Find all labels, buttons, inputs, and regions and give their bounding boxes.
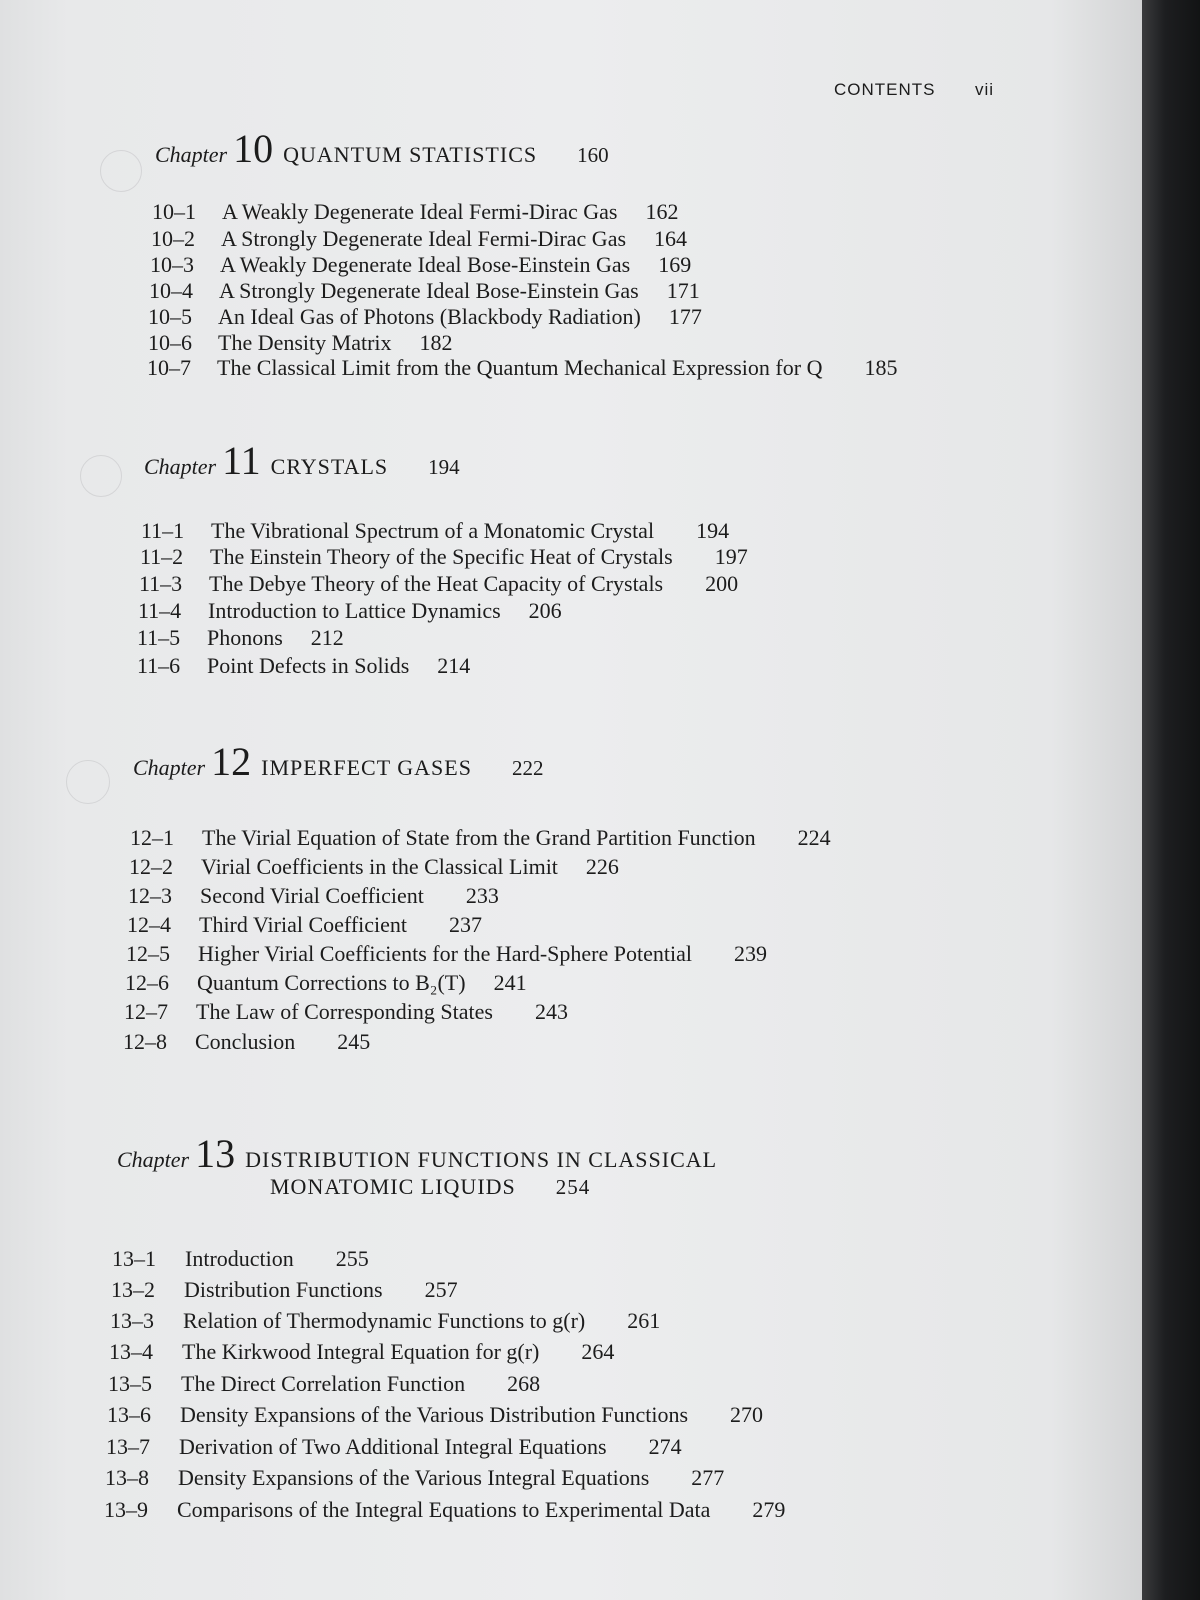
section-number: 10–4 [149, 278, 193, 303]
chapter-number: 13 [195, 1131, 236, 1176]
section-number: 11–4 [138, 598, 182, 623]
section-page: 257 [424, 1277, 458, 1302]
toc-entry [130, 826, 831, 850]
section-number: 12–8 [123, 1029, 167, 1054]
toc-entry [128, 884, 499, 908]
toc-entry [110, 1309, 660, 1333]
section-title: Introduction [185, 1246, 294, 1271]
section-page: 212 [310, 625, 344, 650]
section-page: 182 [419, 330, 453, 355]
section-number: 11–1 [141, 518, 185, 543]
page-edge-shadow [1142, 0, 1200, 1600]
section-page: 270 [730, 1402, 764, 1427]
section-page: 239 [733, 941, 767, 966]
section-page: 224 [797, 825, 831, 850]
pencil-circle-mark [100, 150, 142, 192]
chapter-heading [155, 125, 609, 172]
section-title: Conclusion [195, 1029, 296, 1054]
section-page: 194 [696, 518, 730, 543]
toc-entry [139, 572, 738, 596]
section-page: 264 [581, 1339, 615, 1364]
section-number: 12–5 [126, 941, 170, 966]
chapter-word: Chapter [155, 142, 228, 167]
section-number: 10–6 [148, 330, 192, 355]
section-title: The Law of Corresponding States [196, 999, 493, 1024]
section-page: 268 [507, 1371, 541, 1396]
section-title: Density Expansions of the Various Integral Equations [178, 1465, 650, 1490]
running-head-label: CONTENTS [834, 80, 936, 99]
section-number: 12–2 [129, 854, 173, 879]
chapter-title-line2: MONATOMIC LIQUIDS [270, 1174, 516, 1199]
toc-entry [148, 305, 702, 329]
section-number: 13–7 [106, 1434, 150, 1459]
section-number: 11–5 [137, 625, 181, 650]
section-title: Third Virial Coefficient [199, 912, 408, 937]
section-page: 162 [645, 199, 679, 224]
section-title: An Ideal Gas of Photons (Blackbody Radiation) [218, 304, 641, 329]
section-number: 12–7 [124, 999, 168, 1024]
section-page: 237 [449, 912, 483, 937]
section-number: 13–6 [107, 1402, 151, 1427]
section-title: The Debye Theory of the Heat Capacity of Crystals [209, 571, 664, 596]
pencil-circle-mark [80, 455, 122, 497]
toc-entry [125, 971, 527, 995]
chapter-number: 10 [233, 126, 274, 171]
running-head-page: vii [974, 80, 994, 99]
section-number: 11–2 [140, 544, 184, 569]
chapter-page: 222 [511, 756, 544, 780]
chapter-word: Chapter [144, 454, 217, 479]
toc-entry [151, 227, 687, 251]
section-number: 13–2 [111, 1277, 155, 1302]
section-title: The Virial Equation of State from the Grand Partition Function [202, 825, 756, 850]
section-number: 13–3 [110, 1308, 154, 1333]
chapter-number: 11 [222, 438, 261, 483]
section-title: The Einstein Theory of the Specific Heat of Crystals [210, 544, 673, 569]
section-number: 10–5 [148, 304, 192, 329]
section-page: 245 [337, 1029, 371, 1054]
pencil-circle-mark [66, 760, 110, 804]
section-number: 11–3 [139, 571, 183, 596]
toc-entry [105, 1466, 724, 1490]
chapter-heading [144, 437, 460, 484]
chapter-page: 254 [555, 1175, 591, 1199]
toc-entry [106, 1435, 682, 1459]
section-title: Relation of Thermodynamic Functions to g(r) [183, 1308, 586, 1333]
chapter-heading [133, 738, 543, 785]
toc-entry [149, 279, 700, 303]
section-number: 12–1 [130, 825, 174, 850]
section-title: Second Virial Coefficient [200, 883, 424, 908]
section-number: 11–6 [137, 653, 181, 678]
section-page: 261 [627, 1308, 661, 1333]
chapter-heading [117, 1130, 717, 1177]
section-number: 13–8 [105, 1465, 149, 1490]
section-title: A Strongly Degenerate Ideal Fermi-Dirac Gas [221, 226, 627, 251]
section-page: 200 [705, 571, 739, 596]
section-page: 233 [465, 883, 499, 908]
section-page: 243 [534, 999, 568, 1024]
chapter-title: CRYSTALS [270, 454, 389, 479]
toc-entry [109, 1340, 614, 1364]
toc-entry [147, 356, 897, 380]
toc-entry [140, 545, 748, 569]
section-title: Point Defects in Solids [207, 653, 410, 678]
section-title: Virial Coefficients in the Classical Limit [201, 854, 558, 879]
section-number: 10–1 [152, 199, 196, 224]
toc-entry [107, 1403, 763, 1427]
chapter-title: QUANTUM STATISTICS [283, 142, 538, 167]
chapter-title-continued [270, 1174, 590, 1200]
toc-entry [108, 1372, 540, 1396]
section-title: The Density Matrix [218, 330, 392, 355]
section-page: 206 [528, 598, 562, 623]
section-page: 274 [648, 1434, 682, 1459]
toc-entry [137, 654, 470, 678]
toc-entry [126, 942, 767, 966]
chapter-title: DISTRIBUTION FUNCTIONS IN CLASSICAL [245, 1147, 718, 1172]
section-number: 12–3 [128, 883, 172, 908]
toc-entry [150, 253, 691, 277]
section-title: The Classical Limit from the Quantum Mechanical Expression for Q [217, 355, 823, 380]
section-title: Comparisons of the Integral Equations to Experimental Data [177, 1497, 711, 1522]
section-page: 164 [654, 226, 688, 251]
section-page: 214 [437, 653, 471, 678]
section-page: 277 [691, 1465, 725, 1490]
section-page: 226 [585, 854, 619, 879]
toc-entry [137, 626, 344, 650]
section-number: 13–4 [109, 1339, 153, 1364]
toc-entry [129, 855, 619, 879]
chapter-number: 12 [211, 739, 252, 784]
toc-entry [138, 599, 562, 623]
section-page: 279 [752, 1497, 786, 1522]
section-title: Derivation of Two Additional Integral Equations [179, 1434, 607, 1459]
toc-entry [111, 1278, 458, 1302]
section-page: 177 [668, 304, 702, 329]
chapter-page: 160 [577, 143, 609, 167]
section-title: The Vibrational Spectrum of a Monatomic Crystal [211, 518, 655, 543]
section-number: 10–2 [151, 226, 195, 251]
section-page: 185 [864, 355, 898, 380]
chapter-word: Chapter [117, 1147, 190, 1172]
toc-entry [127, 913, 482, 937]
toc-entry [112, 1247, 369, 1271]
section-title: Distribution Functions [184, 1277, 383, 1302]
section-page: 255 [335, 1246, 369, 1271]
section-title: Density Expansions of the Various Distribution Functions [180, 1402, 689, 1427]
section-title: A Strongly Degenerate Ideal Bose-Einstein Gas [219, 278, 639, 303]
toc-entry [123, 1030, 370, 1054]
running-head [834, 80, 994, 100]
section-title: A Weakly Degenerate Ideal Fermi-Dirac Gas [222, 199, 618, 224]
toc-entry [104, 1498, 785, 1522]
section-title: Phonons [207, 625, 283, 650]
section-title: The Direct Correlation Function [181, 1371, 466, 1396]
section-number: 12–6 [125, 970, 169, 995]
section-number: 13–9 [104, 1497, 148, 1522]
section-number: 10–7 [147, 355, 191, 380]
section-number: 13–1 [112, 1246, 156, 1271]
section-number: 13–5 [108, 1371, 152, 1396]
section-page: 241 [493, 970, 527, 995]
chapter-page: 194 [428, 455, 460, 479]
section-page: 169 [658, 252, 692, 277]
section-title: Introduction to Lattice Dynamics [208, 598, 501, 623]
section-title: Higher Virial Coefficients for the Hard-Sphere Potential [198, 941, 692, 966]
section-number: 12–4 [127, 912, 171, 937]
section-title: A Weakly Degenerate Ideal Bose-Einstein Gas [220, 252, 631, 277]
section-page: 171 [666, 278, 700, 303]
section-title: Quantum Corrections to B₂(T) [197, 970, 466, 995]
toc-entry [148, 331, 453, 355]
chapter-word: Chapter [133, 755, 206, 780]
toc-entry [141, 519, 729, 543]
section-title: The Kirkwood Integral Equation for g(r) [182, 1339, 540, 1364]
toc-entry [124, 1000, 568, 1024]
section-number: 10–3 [150, 252, 194, 277]
chapter-title: IMPERFECT GASES [261, 755, 472, 780]
toc-entry [152, 200, 678, 224]
section-page: 197 [714, 544, 748, 569]
